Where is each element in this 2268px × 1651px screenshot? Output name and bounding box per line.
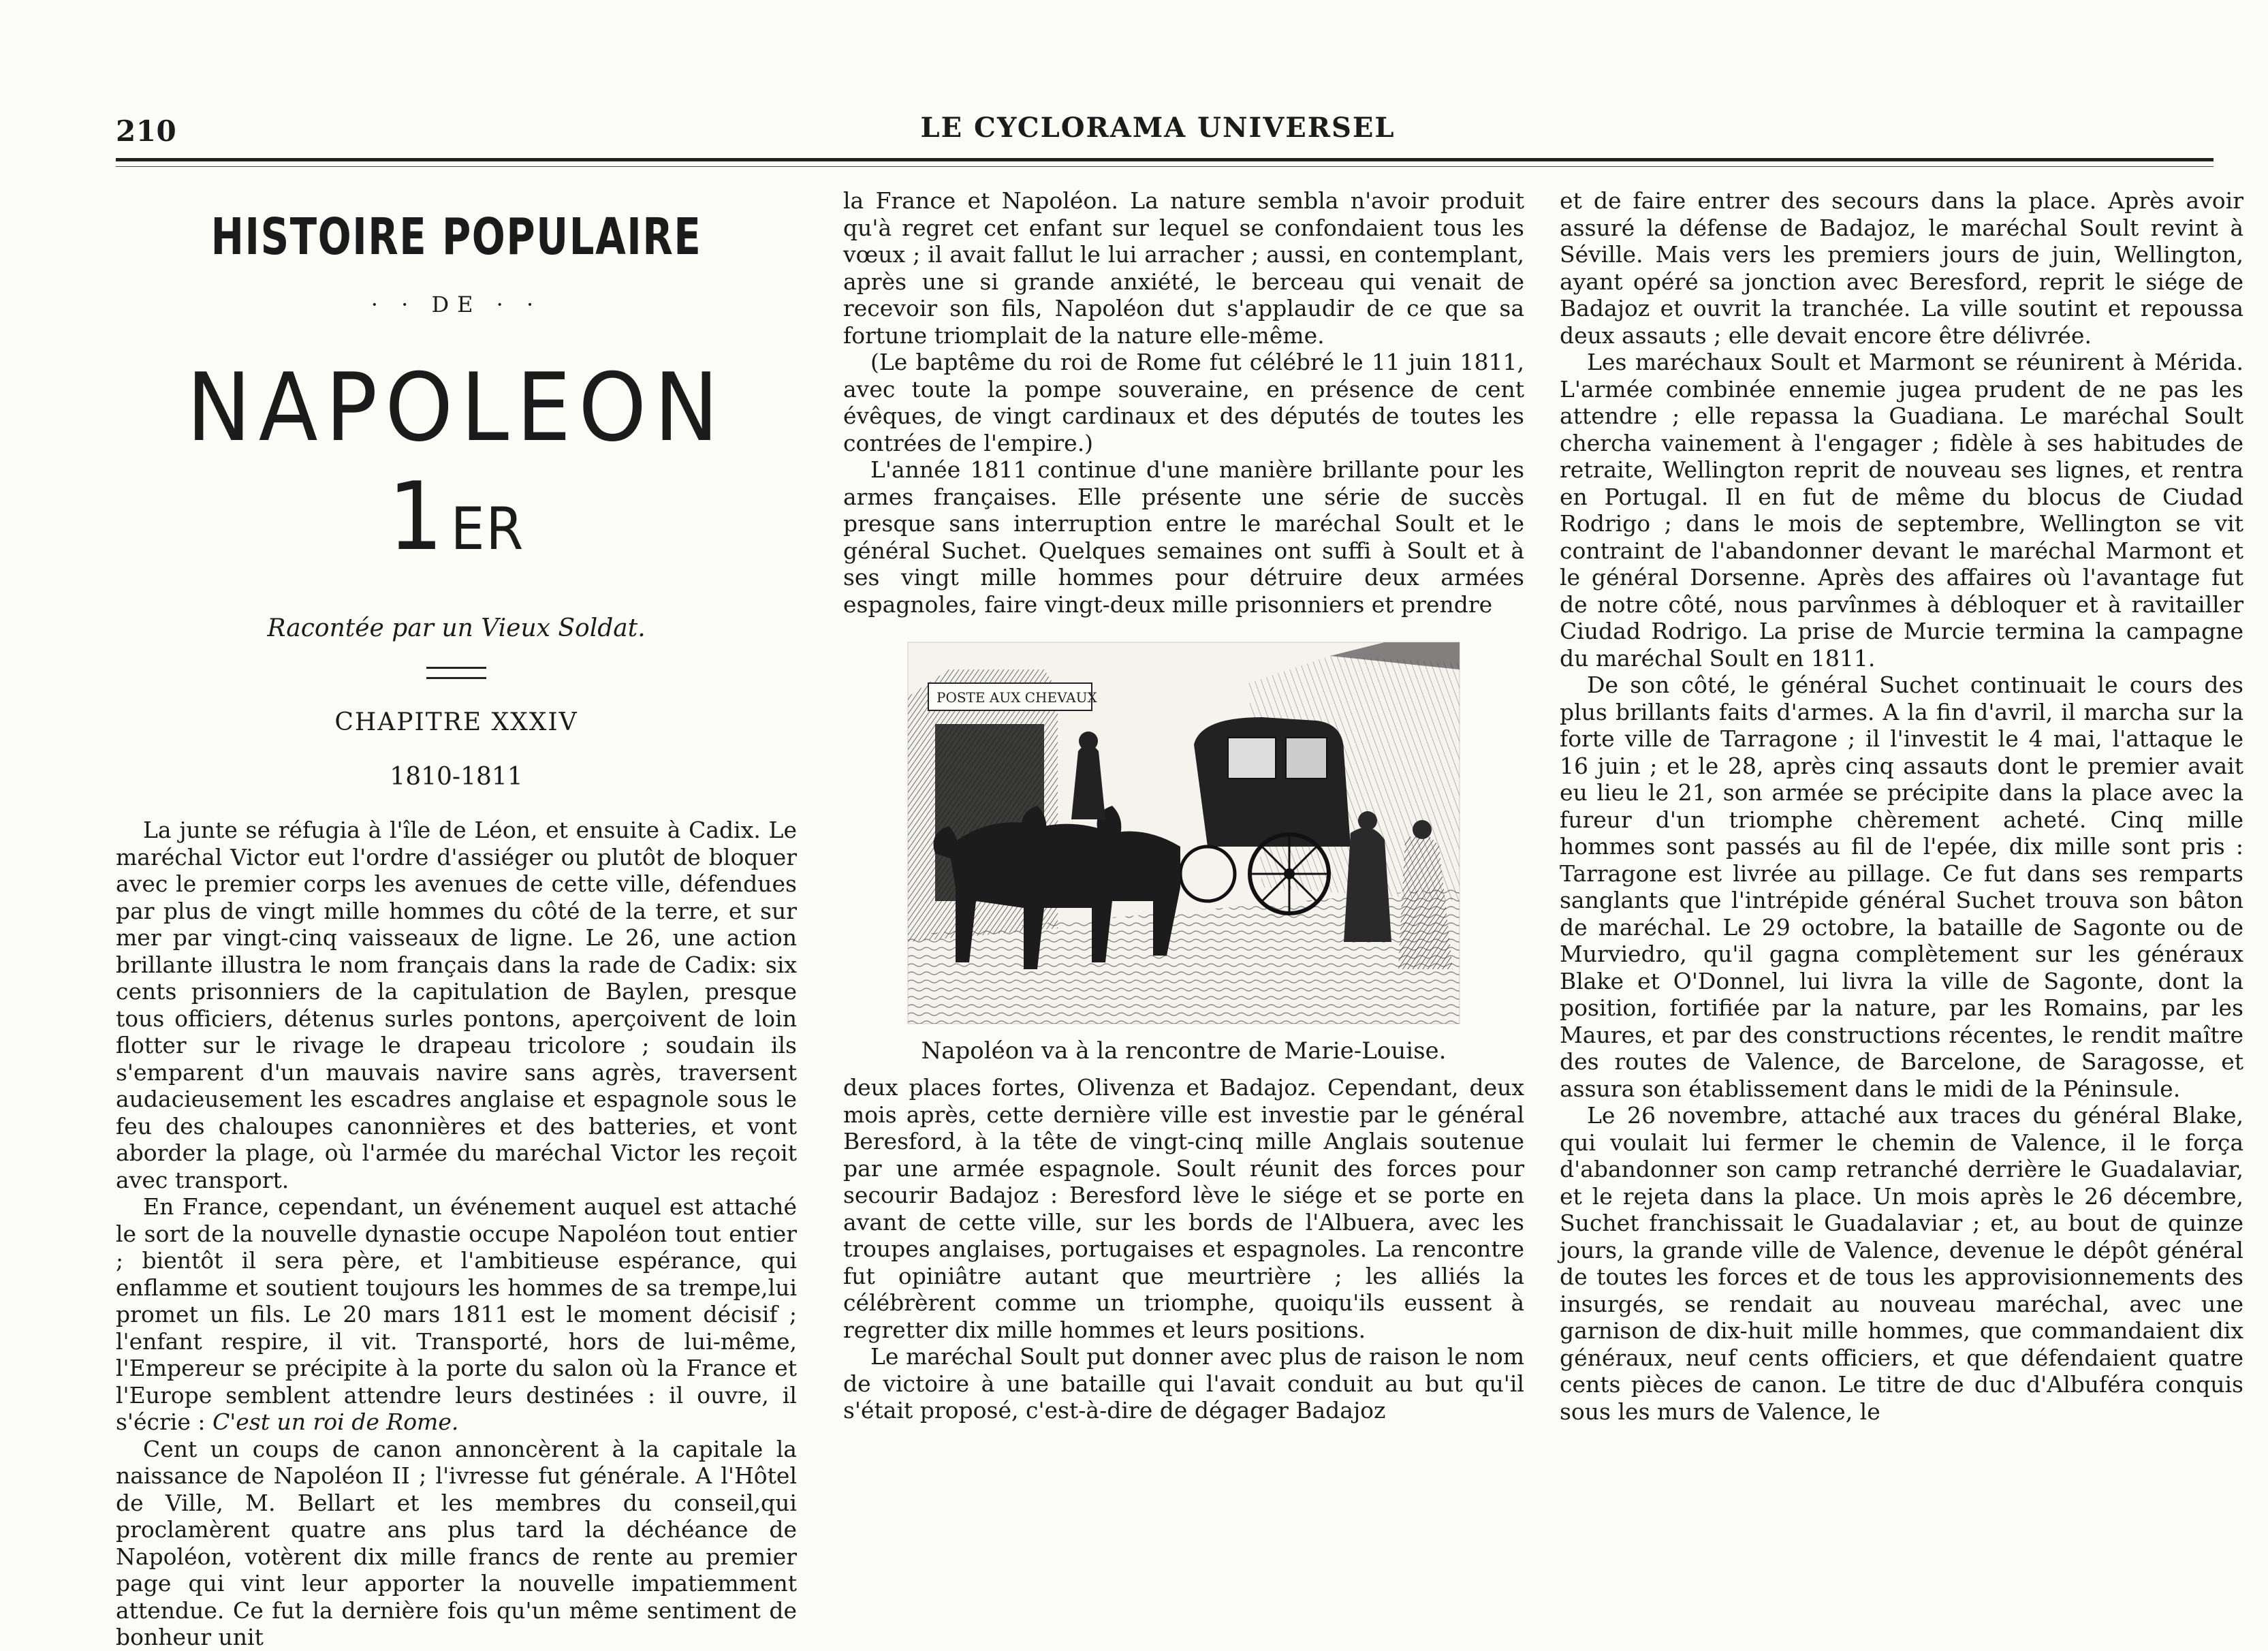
engraving-illustration <box>908 642 1460 1024</box>
quote-roi-de-rome: C'est un roi de Rome. <box>212 1409 459 1435</box>
paragraph <box>116 1193 797 1436</box>
running-head: LE CYCLORAMA UNIVERSEL <box>920 112 1396 144</box>
engraving-figure <box>843 642 1524 1066</box>
title-napoleon <box>143 353 770 584</box>
paragraph: et de faire entrer des secours dans la place. Après avoir assuré la défense de Badajoz, le maréchal Soult revint à Séville. Mais vers les premiers jours de juin, Wellington, ayant opéré sa jonction avec Beresford, reprit le siége de Badajoz et ouvrit la tranchée. La ville soutint et repoussa deux assauts ; elle devait encore être délivrée. <box>1560 187 2243 349</box>
header-rule-thin <box>116 166 2214 167</box>
page-number: 210 <box>116 114 177 148</box>
paragraph: la France et Napoléon. La nature sembla n'avoir produit qu'à regret cet enfant sur lequel se confondaient tous les vœux ; il avait fallut le lui arracher ; aussi, en contemplant, après une si grande anxiété, le berceau qui venait de recevoir son fils, Napoléon dut s'applaudir de ce que sa fortune triomplait de la nature elle-même. <box>843 187 1524 349</box>
paragraph: La junte se réfugia à l'île de Léon, et ensuite à Cadix. Le maréchal Victor eut l'ordre d'assiéger ou plutôt de bloquer avec le premier corps les avenues de cette ville, défendues par plus de vingt mille hommes du côté de la terre, et sur mer par vingt-cinq vaisseaux de ligne. Le 26, une action brillante illustra le nom français dans la rade de Cadix: six cents prisonniers de la capitulation de Baylen, presque tous officiers, détenus surles pontons, aperçoivent de loin flotter sur le rivage le drapeau tricolore ; soudain ils s'emparent d'un mauvais navire sans agrès, traversent audacieusement les escadres anglaise et espagnole sous le feu des chaloupes canonnières et des batteries, et vont aborder la plage, où l'armée du maréchal Victor les reçoit avec transport. <box>116 817 797 1193</box>
title-block <box>116 206 797 792</box>
poste-aux-chevaux-sign: POSTE AUX CHEVAUX <box>936 689 1097 706</box>
title-napoleon-name: NAPOLEON 1 <box>186 353 727 571</box>
paragraph: (Le baptême du roi de Rome fut célébré le 11 juin 1811, avec toute la pompe souveraine, en présence de cent évêques, de vingt cardinaux et des députés de toutes les contrées de l'empire.) <box>843 349 1524 456</box>
paragraph: Cent un coups de canon annoncèrent à la capitale la naissance de Napoléon II ; l'ivresse fut générale. A l'Hôtel de Ville, M. Bellart et les membres du conseil,qui proclamèrent quatre ans plus tard la déchéance de Napoléon, votèrent dix mille francs de rente au premier page qui vint leur apporter la nouvelle impatiemment attendue. Ce fut la dernière fois qu'un même sentiment de bonheur unit <box>116 1435 797 1650</box>
paragraph: deux places fortes, Olivenza et Badajoz. Cependant, deux mois après, cette dernière ville est investie par le général Beresford, à la tête de vingt-cinq mille Anglais soutenue par une armée espagnole. Soult réunit des forces pour secourir Badajoz : Beresford lève le siége et se porte en avant de cette ville, sur les bords de l'Albuera, avec les troupes anglaises, portugaises et espagnoles. La rencontre fut opiniâtre autant que meurtrière ; les alliés la célébrèrent comme un triomphe, quoiqu'ils eussent à regretter dix mille hommes et leurs positions. <box>843 1074 1524 1343</box>
title-napoleon-suffix: ER <box>450 495 525 563</box>
paragraph: Les maréchaux Soult et Marmont se réunirent à Mérida. L'armée combinée ennemie jugea prudent de ne pas les attendre ; elle repassa la Guadiana. Le maréchal Soult chercha vainement à l'engager ; fidèle à ses habitudes de retraite, Wellington reprit de nouveau ses lignes, et rentra en Portugal. Il en fut de même du blocus de Ciudad Rodrigo ; dans le mois de septembre, Wellington se vit contraint de l'abandonner devant le maréchal Marmont et le général Dorsenne. Après des affaires où l'avantage fut de notre côté, nous parvînmes à débloquer et à ravitailler Ciudad Rodrigo. La prise de Murcie termina la campagne du maréchal Soult en 1811. <box>1560 349 2243 672</box>
paragraph: Le maréchal Soult put donner avec plus de raison le nom de victoire à une bataille qui l'avait conduit au but qu'il s'était proposé, c'est-à-dire de dégager Badajoz <box>843 1343 1524 1424</box>
paragraph: Le 26 novembre, attaché aux traces du général Blake, qui voulait lui fermer le chemin de Valence, il le força d'abandonner son camp retranché derrière le Guadalaviar, et le rejeta dans la place. Un mois après le 26 décembre, Suchet franchissait le Guadalaviar ; et, au bout de quinze jours, la grande ville de Valence, devenue le dépôt général de toutes les forces et de tous les approvisionnements des insurgés, se rendait au nouveau maréchal, avec une garnison de dix-huit mille hommes, que commandaient dix généraux, neuf cents officiers, et que défendaient quatre cents pièces de canon. Le titre de duc d'Albuféra conquis sous les murs de Valence, le <box>1560 1102 2243 1425</box>
figure-caption: Napoléon va à la rencontre de Marie-Louise. <box>921 1037 1447 1065</box>
title-ornament <box>426 667 486 679</box>
chapter-years: 1810-1811 <box>390 763 523 791</box>
title-subtitle: Racontée par un Vieux Soldat. <box>267 614 646 642</box>
chapter-heading: CHAPITRE XXXIV <box>334 708 578 736</box>
column-1 <box>116 187 797 1651</box>
paragraph-text: En France, cependant, un événement auquel est attaché le sort de la nouvelle dynastie occupe Napoléon tout entier ; bientôt il sera père, et l'ambitieuse espérance, qui enflamme et soutient toujours les hommes de sa trempe,lui promet un fils. Le 20 mars 1811 est le moment décisif ; l'enfant respire, il vit. Transporté, hors de lui-même, l'Empereur se précipite à la porte du salon où la France et l'Europe semblent attendre leurs destinées : il ouvre, il s'écrie : <box>116 1193 797 1435</box>
column-3 <box>1560 187 2243 1425</box>
column-2 <box>843 187 1524 1424</box>
paragraph: L'année 1811 continue d'une manière brillante pour les armes françaises. Elle présente une série de succès presque sans interruption entre le maréchal Soult et le général Suchet. Quelques semaines ont suffi à Soult et à ses vingt mille hommes pour détruire deux armées espagnoles, faire vingt-deux mille prisonniers et prendre <box>843 456 1524 618</box>
header-rule <box>116 158 2214 161</box>
paragraph: De son côté, le général Suchet continuait le cours des plus brillants faits d'armes. A la fin d'avril, il marcha sur la forte ville de Tarragone ; il l'investit le 4 mai, l'attaque le 16 juin ; et le 28, après cinq assauts dont le premier avait eu lieu le 21, son armée se précipite dans la place avec la fureur d'un triomphe chèrement acheté. Cinq mille hommes sont passés au fil de l'epée, dix mille sont pris : Tarragone est livrée au pillage. Ce fut dans ses remparts sanglants que l'intrépide général Suchet trouva son bâton de maréchal. Le 29 octobre, la bataille de Sagonte ou de Murviedro, qu'il gagna complètement sur les généraux Blake et O'Donnel, lui livra la ville de Sagonte, dont la position, fortifiée par la nature, par les Romains, par les Maures, et par des constructions récentes, le rendit maître des routes de Valence, de Barcelone, de Saragosse, et assura son établissement dans le midi de la Péninsule. <box>1560 672 2243 1102</box>
title-histoire-populaire: HISTOIRE POPULAIRE <box>210 208 702 266</box>
title-de: · · DE · · <box>371 292 542 317</box>
